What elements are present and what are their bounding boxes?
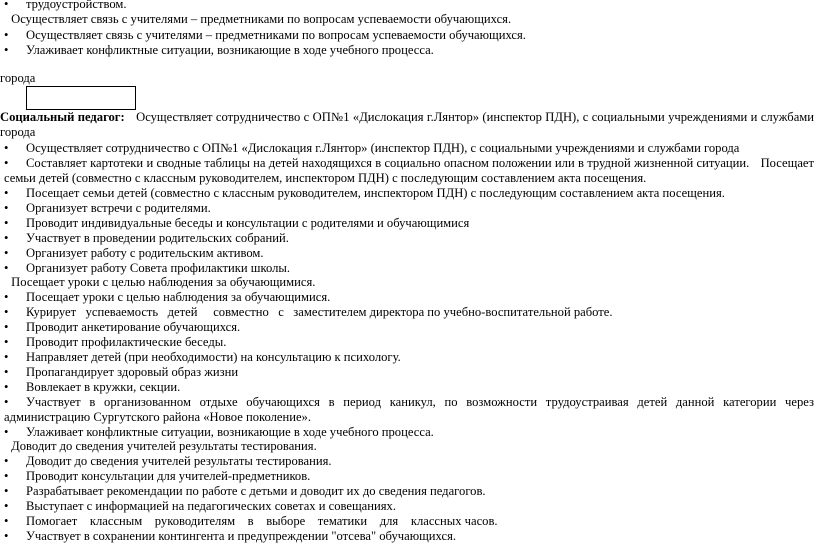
item-text: Выступает с информацией на педагогических советах и совещаниях. (26, 499, 396, 513)
bullet-dot-icon: • (4, 156, 9, 170)
list-item (4, 365, 238, 380)
item-text: Посещает уроки с целью наблюдения за обучающимися. (26, 290, 331, 304)
list-item (4, 216, 469, 231)
list-item (4, 156, 814, 186)
bullet-dot-icon: • (4, 320, 9, 334)
item-text: Курирует успеваемость детей совместно с заместителем директора по учебно-воспитательной работе. (26, 305, 613, 319)
list-item (4, 335, 226, 350)
list-item (4, 186, 725, 201)
list-item (4, 469, 310, 484)
bullet-dot-icon: • (4, 514, 9, 528)
list-item (4, 380, 180, 395)
bullet-dot-icon: • (4, 454, 9, 468)
item-text: Организует работу Совета профилактики школы. (26, 261, 290, 275)
item-text: Улаживает конфликтные ситуации, возникающие в ходе учебного процесса. (26, 425, 434, 439)
missing-glyph-line (0, 56, 8, 71)
list-item (4, 350, 401, 365)
heading-text: Осуществляет сотрудничество с ОП№1 «Дислокация г.Лянтор» (инспектор ПДН), с социальными учреждениями и службами города (0, 110, 814, 139)
list-item (4, 320, 240, 335)
item-text: Вовлекает в кружки, секции. (26, 380, 181, 394)
bullet-dot-icon: • (4, 231, 9, 245)
item-text: Пропагандирует здоровый образ жизни (26, 365, 239, 379)
bullet-dot-icon: • (4, 335, 9, 349)
list-item (4, 484, 486, 499)
item-text: Проводит консультации для учителей-предметников. (26, 469, 311, 483)
item-text: Проводит анкетирование обучающихся. (26, 320, 241, 334)
item-text: Организует встречи с родителями. (26, 201, 211, 215)
list-item (4, 514, 498, 529)
list-item (4, 290, 330, 305)
list-item (4, 28, 526, 43)
list-item (4, 246, 264, 261)
item-text: Посещает семьи детей (совместно с классным руководителем, инспектором ПДН) с последующим составлением акта посещения. (26, 186, 725, 200)
list-item (4, 499, 396, 514)
item-text: Доводит до сведения учителей результаты тестирования. (26, 454, 332, 468)
bullet-dot-icon: • (4, 216, 9, 230)
list-item (4, 0, 127, 12)
bullet-dot-icon: • (4, 43, 9, 57)
empty-text-frame (26, 86, 136, 110)
item-text: Осуществляет связь с учителями – предметниками по вопросам успеваемости обучающихся. (26, 28, 526, 42)
list-item (4, 43, 434, 58)
item-text: Направляет детей (при необходимости) на консультацию к психологу. (26, 350, 401, 364)
bullet-dot-icon: • (4, 395, 9, 409)
bullet-dot-icon: • (4, 261, 9, 275)
list-item (0, 12, 511, 27)
item-text: Участвует в организованном отдыхе обучающихся в период каникул, по возможности трудоустраивая детей данной категории через администрацию Сургутского района «Новое поколение». (4, 395, 814, 424)
item-text: Организует работу с родительским активом. (26, 246, 264, 260)
bullet-dot-icon: • (4, 246, 9, 260)
item-text: Составляет картотеки и сводные таблицы на детей находящихся в социально опасном положении или в трудной жизненной ситуации. (26, 156, 750, 170)
item-text: Проводит профилактические беседы. (26, 335, 227, 349)
list-item (4, 231, 289, 246)
bullet-dot-icon: • (4, 186, 9, 200)
bullet-dot-icon: • (4, 201, 9, 215)
bullet-dot-icon: • (4, 499, 9, 513)
role-title: Социальный педагог: (0, 110, 125, 124)
item-text: Участвует в сохранении контингента и предупреждении "отсева" обучающихся. (26, 529, 457, 543)
item-text: Доводит до сведения учителей результаты тестирования. (11, 439, 317, 453)
bullet-dot-icon: • (4, 305, 9, 319)
list-item (4, 395, 814, 425)
list-item (4, 305, 613, 320)
list-item (4, 201, 211, 216)
item-text: Разрабатывает рекомендации по работе с детьми и доводит их до сведения педагогов. (26, 484, 486, 498)
item-text: Осуществляет связь с учителями – предметниками по вопросам успеваемости обучающихся. (11, 12, 512, 26)
item-text: Помогает классным руководителям в выборе тематики для классных часов. (26, 514, 498, 528)
list-item (0, 439, 317, 454)
bullet-dot-icon: • (4, 0, 9, 11)
list-item (4, 261, 290, 276)
list-item (4, 141, 739, 156)
list-item (4, 425, 434, 440)
bullet-dot-icon: • (4, 529, 9, 543)
item-text: трудоустройством. (26, 0, 127, 11)
list-item (4, 454, 332, 469)
item-text: Осуществляет сотрудничество с ОП№1 «Дислокация г.Лянтор» (инспектор ПДН), с социальными учреждениями и службами города (26, 141, 740, 155)
item-text: Участвует в проведении родительских собраний. (26, 231, 289, 245)
bullet-dot-icon: • (4, 469, 9, 483)
list-item (0, 275, 315, 290)
item-text: Проводит индивидуальные беседы и консультации с родителями и обучающимися (26, 216, 470, 230)
bullet-dot-icon: • (4, 350, 9, 364)
bullet-dot-icon: • (4, 484, 9, 498)
item-text: Посещает уроки с целью наблюдения за обучающимися. (11, 275, 316, 289)
bullet-dot-icon: • (4, 425, 9, 439)
list-item (4, 529, 456, 544)
section-heading (0, 110, 814, 140)
text-line: города (0, 71, 36, 85)
item-text: Улаживает конфликтные ситуации, возникающие в ходе учебного процесса. (26, 43, 434, 57)
bullet-dot-icon: • (4, 141, 9, 155)
item-text: Посещает семьи детей (совместно с классным руководителем, инспектором ПДН) с последующим составлением акта посещения. (4, 156, 814, 185)
bullet-dot-icon: • (4, 290, 9, 304)
bullet-dot-icon: • (4, 28, 9, 42)
bullet-dot-icon: • (4, 365, 9, 379)
bullet-dot-icon: • (4, 380, 9, 394)
